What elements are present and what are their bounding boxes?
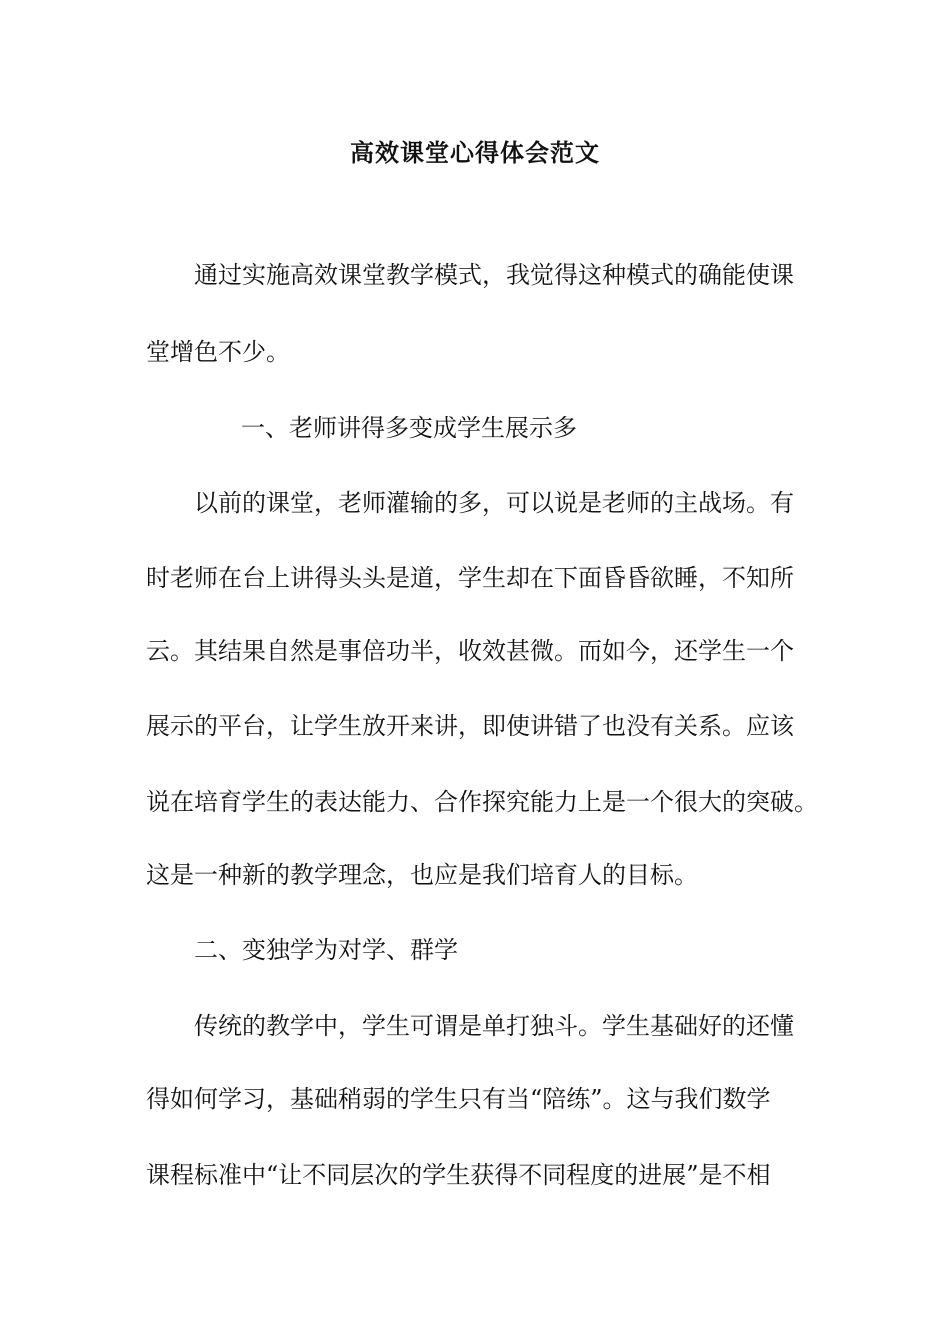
paragraph-line: 这是一种新的教学理念，也应是我们培育人的目标。 [146,861,698,889]
section-heading: 一、老师讲得多变成学生展示多 [241,414,577,442]
paragraph-line: 堂增色不少。 [146,338,290,366]
section-heading: 二、变独学为对学、群学 [194,936,458,964]
paragraph-line: 以前的课堂，老师灌输的多，可以说是老师的主战场。有 [194,489,794,517]
paragraph-line: 时老师在台上讲得头头是道，学生却在下面昏昏欲睡，不知所 [146,564,794,592]
document-title: 高效课堂心得体会范文 [350,138,600,167]
paragraph-line: 得如何学习，基础稍弱的学生只有当“陪练”。这与我们数学 [146,1085,771,1113]
paragraph-line: 说在培育学生的表达能力、合作探究能力上是一个很大的突破。 [146,788,818,816]
paragraph-line: 传统的教学中，学生可谓是单打独斗。学生基础好的还懂 [194,1012,794,1040]
paragraph-line: 通过实施高效课堂教学模式，我觉得这种模式的确能使课 [194,261,794,289]
paragraph-line: 展示的平台，让学生放开来讲，即使讲错了也没有关系。应该 [146,712,794,740]
paragraph-line: 课程标准中“让不同层次的学生获得不同程度的进展”是不相 [146,1161,771,1189]
paragraph-line: 云。其结果自然是事倍功半，收效甚微。而如今，还学生一个 [146,637,794,665]
